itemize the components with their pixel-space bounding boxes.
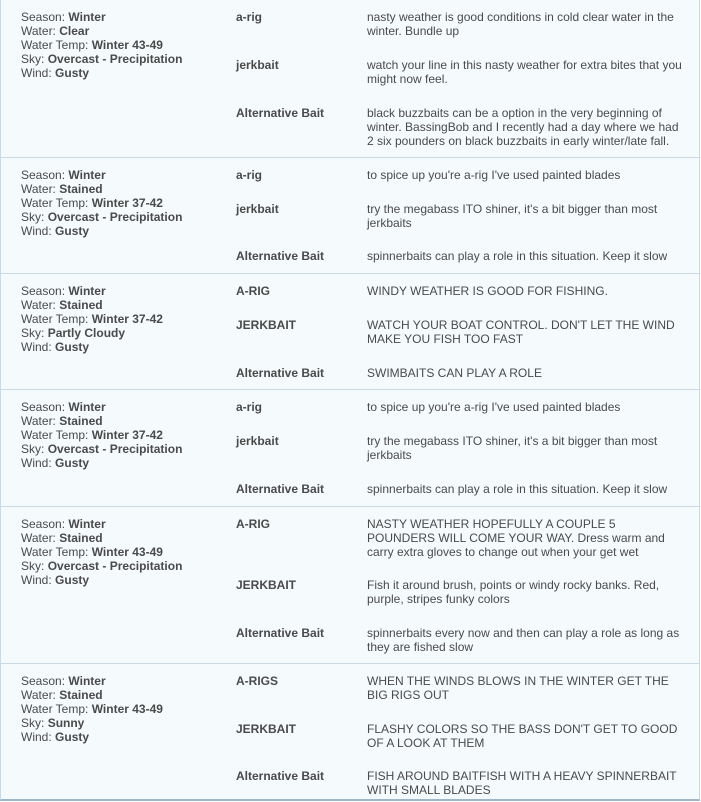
season-value: Winter [68, 674, 106, 688]
bait-tip: try the megabass ITO shiner, it's a bit bigger than most jerkbaits [367, 202, 658, 230]
water-value: Stained [59, 688, 103, 702]
bait-tip: spinnerbaits every now and then can play a role as long as they are fished slow [367, 626, 680, 654]
water-value: Stained [59, 414, 103, 428]
water-temp-value: Winter 43-49 [91, 38, 163, 52]
bait-name: JERKBAIT [236, 722, 297, 736]
water-label: Water: [21, 414, 56, 428]
water-temp-label: Water Temp: [21, 196, 89, 210]
water-temp-label: Water Temp: [21, 702, 89, 716]
water-temp-value: Winter 37-42 [91, 428, 163, 442]
wind-label: Wind: [21, 456, 52, 470]
water-value: Clear [59, 24, 90, 38]
bait-name: JERKBAIT [236, 318, 297, 332]
bait-name: Alternative Bait [236, 249, 325, 263]
bait-name: a-rig [236, 10, 263, 24]
bait-name: Alternative Bait [236, 106, 325, 120]
bait-name: A-RIG [236, 517, 270, 531]
season-label: Season: [21, 284, 66, 298]
season-label: Season: [21, 400, 66, 414]
sky-label: Sky: [21, 52, 45, 66]
wind-label: Wind: [21, 224, 52, 238]
water-temp-label: Water Temp: [21, 545, 89, 559]
bait-tip: to spice up you're a-rig I've used painted blades [367, 168, 621, 182]
bait-tip: WINDY WEATHER IS GOOD FOR FISHING. [367, 284, 608, 298]
bait-name: Alternative Bait [236, 482, 325, 496]
water-value: Stained [59, 298, 103, 312]
water-label: Water: [21, 298, 56, 312]
wind-label: Wind: [21, 340, 52, 354]
bait-tip: FLASHY COLORS SO THE BASS DON'T GET TO GOOD OF A LOOK AT THEM [367, 722, 678, 750]
table-row [1, 273, 699, 389]
bait-name: A-RIG [236, 284, 270, 298]
sky-label: Sky: [21, 326, 45, 340]
bait-tip: spinnerbaits can play a role in this situation. Keep it slow [367, 482, 668, 496]
wind-label: Wind: [21, 573, 52, 587]
sky-value: Overcast - Precipitation [47, 52, 183, 66]
water-value: Stained [59, 182, 103, 196]
conditions-cell [21, 674, 163, 744]
wind-value: Gusty [55, 730, 90, 744]
bait-name: A-RIGS [236, 674, 278, 688]
bait-tip: watch your line in this nasty weather for extra bites that you might now feel. [367, 58, 682, 86]
season-label: Season: [21, 674, 66, 688]
bait-name: jerkbait [236, 434, 279, 448]
sky-value: Overcast - Precipitation [47, 442, 183, 456]
sky-value: Partly Cloudy [47, 326, 126, 340]
wind-value: Gusty [55, 224, 90, 238]
sky-label: Sky: [21, 716, 45, 730]
water-temp-label: Water Temp: [21, 38, 89, 52]
bait-name: a-rig [236, 400, 263, 414]
sky-value: Overcast - Precipitation [47, 210, 183, 224]
sky-label: Sky: [21, 559, 45, 573]
table-row [1, 0, 699, 157]
bait-name: Alternative Bait [236, 366, 325, 380]
bait-name: a-rig [236, 168, 263, 182]
conditions-cell [21, 517, 182, 587]
season-value: Winter [68, 10, 106, 24]
bait-tip: to spice up you're a-rig I've used painted blades [367, 400, 621, 414]
table-row [1, 663, 699, 799]
bait-tip: black buzzbaits can be a option in the very beginning of winter. BassingBob and I recently had a day where we had 2 six pounders on black buzzbaits in early winter/late fall. [367, 106, 679, 148]
water-temp-value: Winter 37-42 [91, 312, 163, 326]
season-value: Winter [68, 168, 106, 182]
wind-value: Gusty [55, 456, 90, 470]
bait-name: Alternative Bait [236, 769, 325, 783]
bait-tip: Fish it around brush, points or windy rocky banks. Red, purple, stripes funky colors [367, 578, 660, 606]
water-temp-label: Water Temp: [21, 312, 89, 326]
water-temp-value: Winter 43-49 [91, 545, 163, 559]
wind-label: Wind: [21, 66, 52, 80]
table-row [1, 389, 699, 506]
water-label: Water: [21, 24, 56, 38]
bait-tip: spinnerbaits can play a role in this situation. Keep it slow [367, 249, 668, 263]
bait-tip: WHEN THE WINDS BLOWS IN THE WINTER GET THE BIG RIGS OUT [367, 674, 669, 702]
bait-tip: try the megabass ITO shiner, it's a bit bigger than most jerkbaits [367, 434, 658, 462]
water-temp-value: Winter 43-49 [91, 702, 163, 716]
sky-label: Sky: [21, 210, 45, 224]
water-temp-value: Winter 37-42 [91, 196, 163, 210]
bait-tip: FISH AROUND BAITFISH WITH A HEAVY SPINNERBAIT WITH SMALL BLADES [367, 769, 677, 797]
season-label: Season: [21, 10, 66, 24]
sky-label: Sky: [21, 442, 45, 456]
water-label: Water: [21, 182, 56, 196]
wind-value: Gusty [55, 340, 90, 354]
water-label: Water: [21, 688, 56, 702]
bait-tip: nasty weather is good conditions in cold clear water in the winter. Bundle up [367, 10, 674, 38]
bait-tip: SWIMBAITS CAN PLAY A ROLE [367, 366, 542, 380]
sky-value: Overcast - Precipitation [47, 559, 183, 573]
conditions-cell [21, 10, 182, 80]
water-label: Water: [21, 531, 56, 545]
season-value: Winter [68, 517, 106, 531]
wind-label: Wind: [21, 730, 52, 744]
season-value: Winter [68, 400, 106, 414]
bait-tip: NASTY WEATHER HOPEFULLY A COUPLE 5 POUNDERS WILL COME YOUR WAY. Dress warm and carry extra gloves to change out when your get wet [367, 517, 665, 559]
wind-value: Gusty [55, 573, 90, 587]
conditions-cell [21, 284, 163, 354]
season-value: Winter [68, 284, 106, 298]
bait-tip: WATCH YOUR BOAT CONTROL. DON'T LET THE WIND MAKE YOU FISH TOO FAST [367, 318, 675, 346]
water-value: Stained [59, 531, 103, 545]
water-temp-label: Water Temp: [21, 428, 89, 442]
bait-name: Alternative Bait [236, 626, 325, 640]
wind-value: Gusty [55, 66, 90, 80]
bait-name: jerkbait [236, 202, 279, 216]
conditions-cell [21, 400, 182, 470]
conditions-cell [21, 168, 182, 238]
season-label: Season: [21, 168, 66, 182]
table-row [1, 506, 699, 663]
season-label: Season: [21, 517, 66, 531]
sky-value: Sunny [47, 716, 85, 730]
bait-name: jerkbait [236, 58, 279, 72]
table-row [1, 157, 699, 273]
bait-name: JERKBAIT [236, 578, 297, 592]
